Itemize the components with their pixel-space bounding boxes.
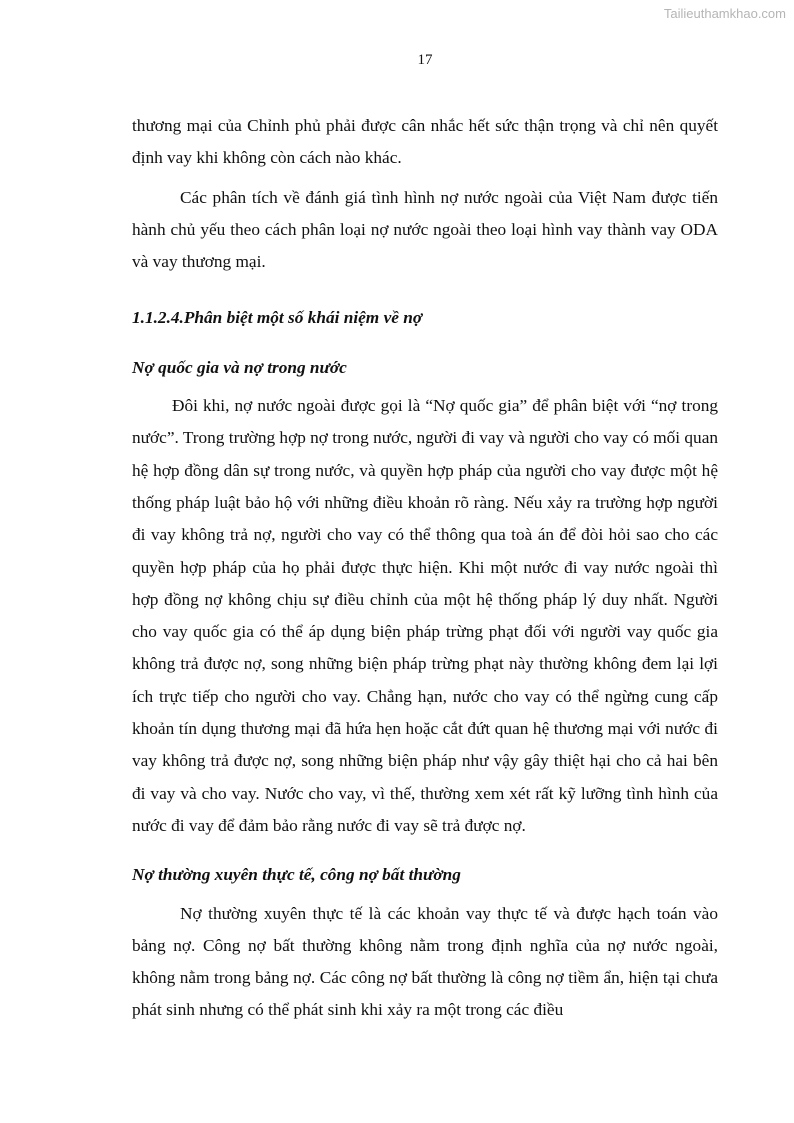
watermark: Tailieuthamkhao.com: [663, 6, 786, 21]
page-number: 17: [417, 52, 433, 68]
document-body: [132, 110, 718, 1027]
paragraph-1: thương mại của Chỉnh phủ phải được cân nhắc hết sức thận trọng và chỉ nên quyết định vay khi không còn cách nào khác.: [132, 116, 718, 168]
subheading-national-debt: Nợ quốc gia và nợ trong nước: [132, 357, 347, 377]
paragraph-4: Nợ thường xuyên thực tế là các khoản vay thực tế và được hạch toán vào bảng nợ. Công nợ bất thường không nằm trong định nghĩa của nợ nước ngoài, không nằm trong bảng nợ. Các công nợ bất thường là công nợ tiềm ẩn, hiện tại chưa phát sinh nhưng có thể phát sinh khi xảy ra một trong các điều: [132, 903, 718, 1020]
paragraph-3: Đôi khi, nợ nước ngoài được gọi là “Nợ quốc gia” để phân biệt với “nợ trong nước”. Trong trường hợp nợ trong nước, người đi vay và người cho vay có mối quan hệ hợp đồng dân sự trong nước, và quyền hợp pháp của người cho vay được một hệ thống pháp luật bảo hộ với những điều khoản rõ ràng. Nếu xảy ra trường hợp người đi vay không trả nợ, người cho vay có thể thông qua toà án để đòi hỏi sao cho các quyền hợp pháp của họ phải được thực hiện. Khi một nước đi vay nước ngoài thì hợp đồng nợ không chịu sự điều chỉnh của một hệ thống pháp lý duy nhất. Người cho vay quốc gia có thể áp dụng biện pháp trừng phạt đối với người vay quốc gia không trả được nợ, song những biện pháp trừng phạt này thường không đem lại lợi ích trực tiếp cho người cho vay. Chẳng hạn, nước cho vay có thể ngừng cung cấp khoản tín dụng thương mại đã hứa hẹn hoặc cắt đứt quan hệ thương mại với nước đi vay không trả được nợ, song những biện pháp như vậy gây thiệt hại cho cả hai bên đi vay và cho vay. Nước cho vay, vì thế, thường xem xét rất kỹ lưỡng tình hình của nước đi vay để đảm bảo rằng nước đi vay sẽ trả được nợ.: [132, 396, 718, 835]
section-heading: 1.1.2.4.Phân biệt một số khái niệm về nợ: [132, 308, 423, 328]
paragraph-2: Các phân tích về đánh giá tình hình nợ nước ngoài của Việt Nam được tiến hành chủ yếu theo cách phân loại nợ nước ngoài theo loại hình vay thành vay ODA và vay thương mại.: [132, 187, 718, 272]
subheading-regular-debt: Nợ thường xuyên thực tế, công nợ bất thường: [132, 865, 461, 885]
